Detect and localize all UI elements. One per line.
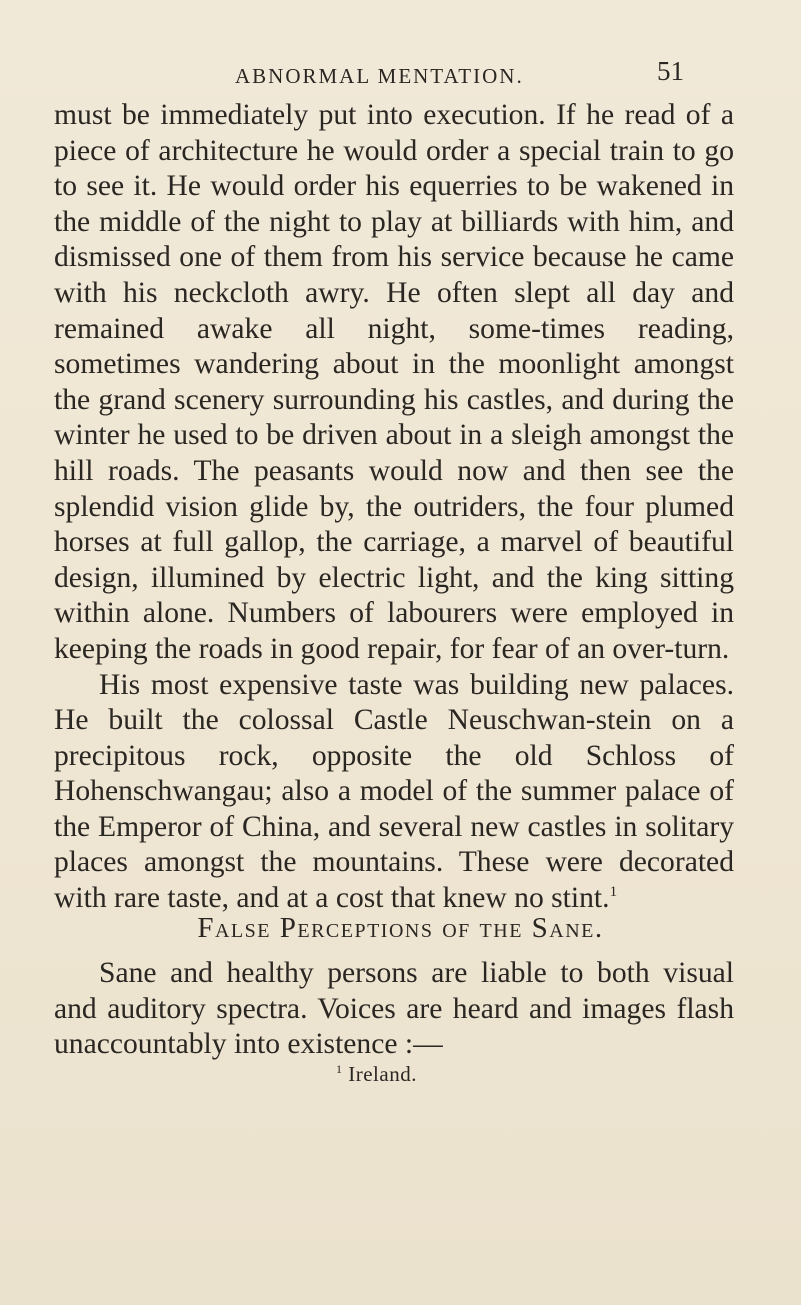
- page-number: 51: [657, 56, 684, 86]
- paragraph-2: [54, 668, 734, 917]
- page-header: [0, 58, 801, 90]
- footnote-marker: 1: [336, 1062, 343, 1076]
- paragraph-1: must be immediately put into execution. If he read of a piece of architecture he would order a special train to go to see it. He would order his equerries to be wakened in the middle of the night to play at billiards with him, and dismissed one of them from his service because he came with his neckcloth awry. He often slept all day and remained awake all night, some-times reading, sometimes wandering about in the moonlight amongst the grand scenery surrounding his castles, and during the winter he used to be driven about in a sleigh amongst the hill roads. The peasants would now and then see the splendid vision glide by, the outriders, the four plumed horses at full gallop, the carriage, a marvel of beautiful design, illumined by electric light, and the king sitting within alone. Numbers of labourers were employed in keeping the roads in good repair, for fear of an over-turn.: [54, 99, 734, 665]
- running-head: ABNORMAL MENTATION.: [235, 64, 524, 88]
- section-text: [54, 956, 734, 1063]
- paragraph-3: Sane and healthy persons are liable to both visual and auditory spectra. Voices are heard and images flash unaccountably into existence :—: [54, 957, 734, 1061]
- footnote-reference: 1: [609, 884, 618, 901]
- footnote: [336, 1062, 417, 1087]
- footnote-text: Ireland.: [348, 1062, 417, 1086]
- paragraph-2-text: His most expensive taste was building new palaces. He built the colossal Castle Neuschwan-stein on a precipitous rock, opposite the old Schloss of Hohenschwangau; also a model of the summer palace of the Emperor of China, and several new castles in solitary places amongst the mountains. These were decorated with rare taste, and at a cost that knew no stint.: [54, 668, 734, 915]
- main-text: [54, 98, 734, 917]
- section-heading: False Perceptions of the Sane.: [197, 912, 604, 944]
